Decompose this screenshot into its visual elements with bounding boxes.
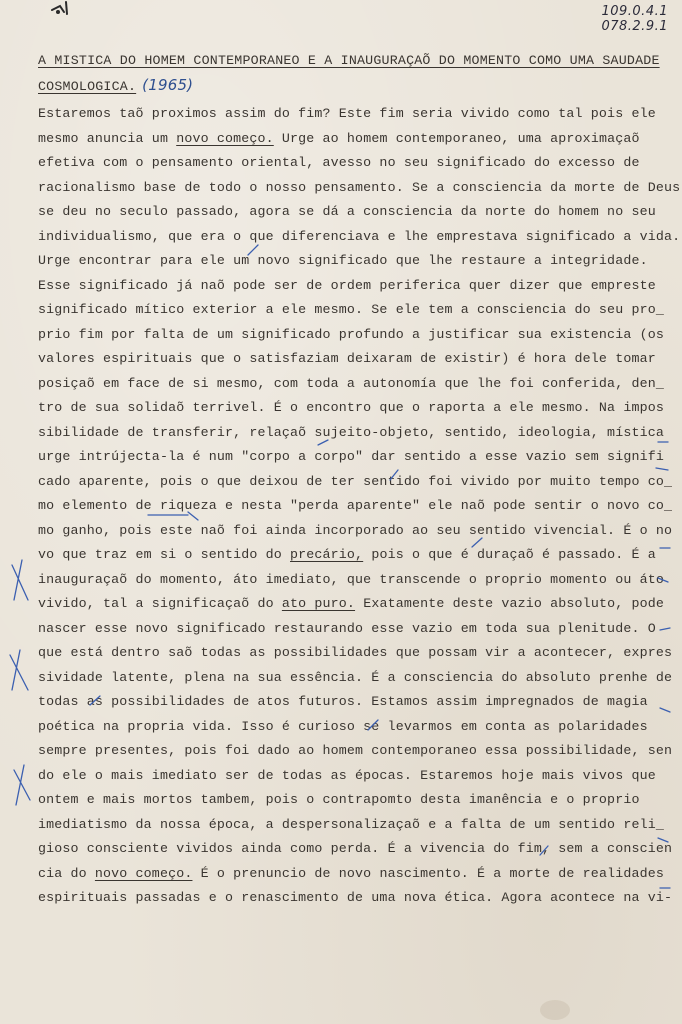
text-line: tro de sua solidaõ terrivel. É o encontro que o raporta a ele mesmo. Na impos xyxy=(38,400,664,415)
text-line: sempre presentes, pois foi dado ao homem contemporaneo essa possibilidade, sen xyxy=(38,743,673,758)
margin-dash-6 xyxy=(660,708,670,712)
text-line: Esse significado já naõ pode ser de ordem periferica quer dizer que empreste xyxy=(38,277,656,293)
text-line: valores espirituais que o satisfaziam deixaram de existir) é hora dele tomar xyxy=(38,351,656,366)
line-segment: É o prenuncio de novo nascimento. É a morte de realidades xyxy=(192,865,664,881)
margin-mark-1 xyxy=(12,560,28,600)
inline-correction-3 xyxy=(390,470,398,480)
line-segment: pois o que é duraçaõ é passado. É a xyxy=(363,547,656,562)
inline-correction-8 xyxy=(540,846,548,855)
margin-dash-2 xyxy=(656,468,668,470)
text-line: gioso consciente vividos ainda como perda. É a vivencia do fim, sem a conscien xyxy=(38,841,673,856)
text-line: racionalismo base de todo o nosso pensamento. Se a consciencia da morte de Deus xyxy=(38,179,681,195)
underlined-phrase: precário, xyxy=(290,547,364,562)
archive-id-1: 109.0.4.1 xyxy=(601,4,668,19)
text-line: Estaremos taõ proximos assim do fim? Este fim seria vivido como tal pois ele xyxy=(38,106,656,121)
margin-dash-4 xyxy=(658,578,668,582)
text-line: poética na propria vida. Isso é curioso se levarmos em conta as polaridades xyxy=(38,718,648,734)
text-line: individualismo, que era o que diferenciava e lhe emprestava significado a vida. xyxy=(38,228,681,244)
text-line: significado mítico exterior a ele mesmo. Se ele tem a consciencia do seu pro_ xyxy=(38,302,664,317)
inline-correction-1 xyxy=(248,245,258,255)
inline-correction-7 xyxy=(368,720,378,730)
underlined-phrase: novo começo. xyxy=(176,130,274,146)
inline-correction-5 xyxy=(472,538,482,547)
text-line: espirituais passadas e o renascimento de uma nova ética. Agora acontece na vi- xyxy=(38,890,673,905)
text-line: urge intrújecta-la é num "corpo a corpo" dar sentido a esse vazio sem signifi xyxy=(38,449,664,464)
text-line: imediatismo da nossa época, a despersonalizaçaõ e a falta de um sentido reli_ xyxy=(38,816,664,832)
line-segment: vo que traz em si o sentido do xyxy=(38,547,291,562)
text-line: efetiva com o pensamento oriental, avesso no seu significado do excesso de xyxy=(38,155,640,170)
text-line: ontem e mais mortos tambem, pois o contrapomto desta imanência e o proprio xyxy=(38,792,640,807)
underlined-phrase: novo começo. xyxy=(94,865,193,881)
text-line: cado aparente, pois o que deixou de ter sentido foi vivido por muito tempo co_ xyxy=(38,473,673,489)
text-line: mo ganho, pois este naõ foi ainda incorporado ao seu sentido vivencial. É o no xyxy=(38,522,673,538)
line-segment: Exatamente deste vazio absoluto, pode xyxy=(355,596,664,611)
text-line: todas as possibilidades de atos futuros. Estamos assim impregnados de magia xyxy=(38,694,648,709)
archive-id-2: 078.2.9.1 xyxy=(601,19,668,34)
text-line: nascer esse novo significado restaurando esse vazio em toda sua plenitude. O xyxy=(38,620,656,636)
text-line: sibilidade de transferir, relaçaõ sujeito-objeto, sentido, ideologia, mística xyxy=(38,424,664,440)
margin-dash-7 xyxy=(658,838,668,842)
inline-correction-6 xyxy=(90,696,100,705)
year-note: (1965) xyxy=(142,76,194,94)
title-line-2: COSMOLOGICA. xyxy=(38,79,137,94)
text-line: se deu no seculo passado, agora se dá a consciencia da norte do homem no seu xyxy=(38,204,656,219)
margin-mark-3 xyxy=(14,765,30,805)
margin-mark-2 xyxy=(10,650,28,690)
line-segment: cia do xyxy=(38,865,95,881)
line-segment: vivido, tal a significaçaõ do xyxy=(38,596,282,611)
inline-correction-2 xyxy=(318,440,328,445)
title-line-1: A MISTICA DO HOMEM CONTEMPORANEO E A INAUGURAÇAÕ DO MOMENTO COMO UMA SAUDADE xyxy=(38,53,660,68)
text-line: mo elemento de riqueza e nesta "perda aparente" ele naõ pode sentir o novo co_ xyxy=(38,498,673,513)
underlined-phrase: ato puro. xyxy=(281,596,356,611)
inline-correction-4 xyxy=(148,512,198,520)
line-segment: Urge ao homem contemporaneo, uma aproximaçaõ xyxy=(273,130,640,146)
text-line: posiçaõ em face de si mesmo, com toda a autonomía que lhe foi conferida, den_ xyxy=(38,375,664,391)
line-segment: mesmo anuncia um xyxy=(38,130,177,146)
text-line: do ele o mais imediato ser de todas as épocas. Estaremos hoje mais vivos que xyxy=(38,767,656,783)
text-line: prio fim por falta de um significado profundo a justificar sua existencia (os xyxy=(38,326,664,342)
margin-dash-5 xyxy=(660,628,670,630)
text-line: Urge encontrar para ele um novo significado que lhe restaure a integridade. xyxy=(38,253,648,268)
text-line: que está dentro saõ todas as possibilidades que possam vir a acontecer, expres xyxy=(38,645,673,660)
text-line: inauguraçaõ do momento, áto imediato, que transcende o proprio momento ou áto xyxy=(38,571,664,587)
text-line: sividade latente, plena na sua essência. É a consciencia do absoluto prenhe de xyxy=(38,669,673,685)
